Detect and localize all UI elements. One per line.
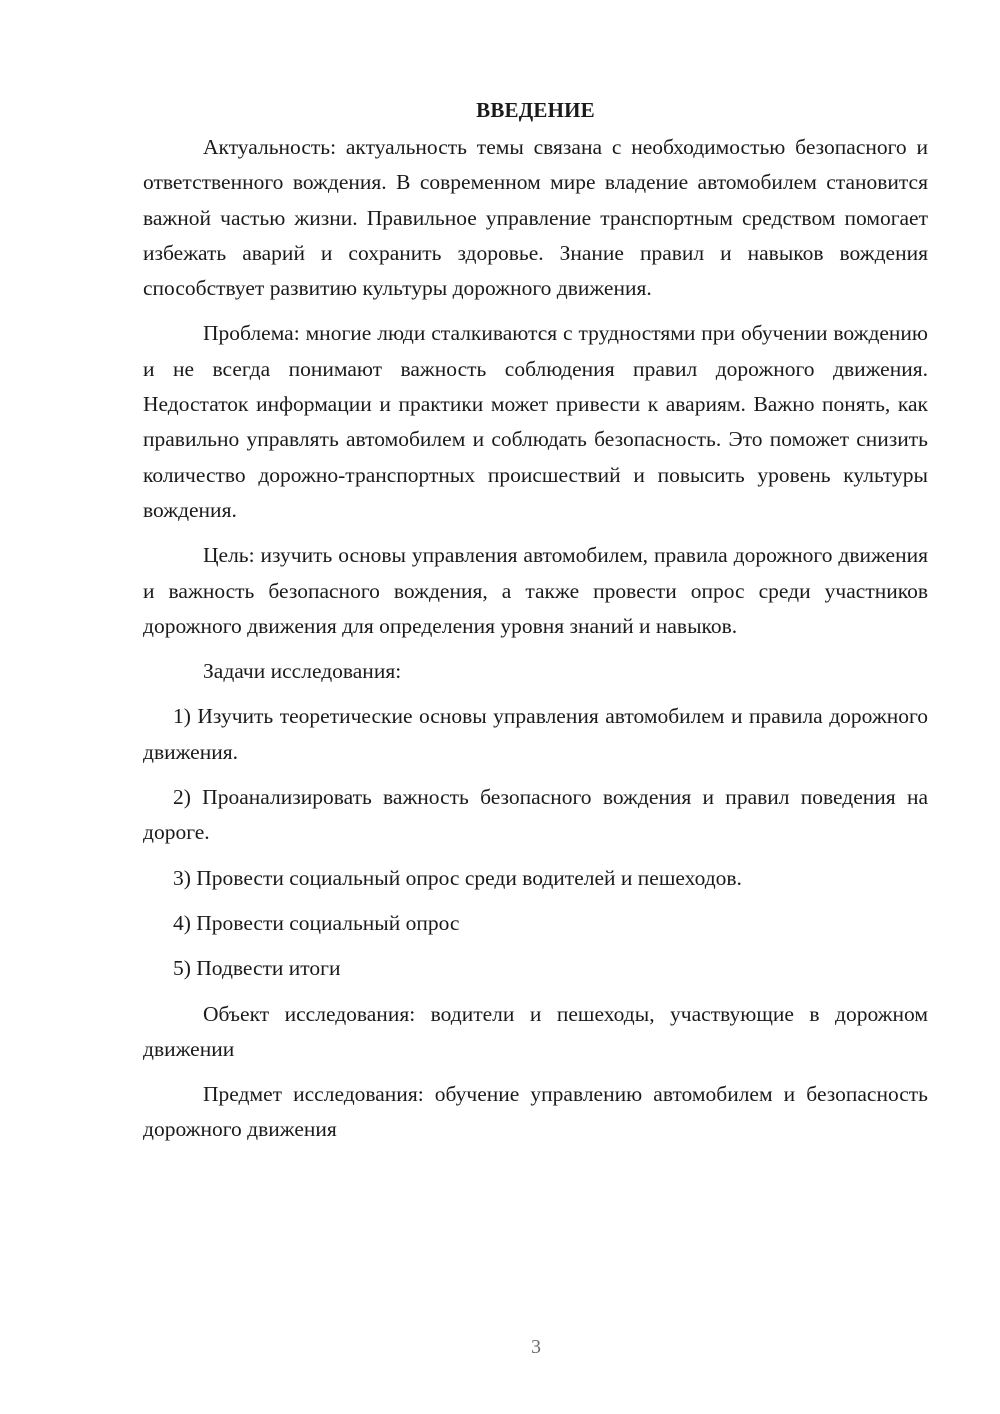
relevance-paragraph: Актуальность: актуальность темы связана с необходимостью безопасного и ответственного вождения. В современном мире владение автомобилем становится важной частью жизни. Правильное управление транспортным средством помогает избежать аварий и сохранить здоровье. Знание правил и навыков вождения способствует развитию культуры дорожного движения.	[143, 135, 928, 301]
task-item-2: 2) Проанализировать важность безопасного вождения и правил поведения на дороге.	[143, 785, 928, 845]
task-item-5: 5) Подвести итоги	[173, 956, 341, 981]
problem-paragraph: Проблема: многие люди сталкиваются с трудностями при обучении вождению и не всегда понимают важность соблюдения правил дорожного движения. Недостаток информации и практики может привести к авариям. Важно понять, как правильно управлять автомобилем и соблюдать безопасность. Это поможет снизить количество дорожно-транспортных происшествий и повысить уровень культуры вождения.	[143, 321, 928, 522]
research-object-paragraph: Объект исследования: водители и пешеходы, участвующие в дорожном движении	[143, 1001, 928, 1061]
task-item-3: 3) Провести социальный опрос среди водителей и пешеходов.	[173, 865, 742, 890]
document-page	[143, 92, 928, 1158]
tasks-heading: Задачи исследования:	[203, 659, 402, 684]
research-subject-paragraph: Предмет исследования: обучение управлению автомобилем и безопасность дорожного движения	[143, 1082, 928, 1142]
goal-paragraph: Цель: изучить основы управления автомобилем, правила дорожного движения и важность безопасного вождения, а также провести опрос среди участников дорожного движения для определения уровня знаний и навыков.	[143, 543, 928, 638]
task-item-1: 1) Изучить теоретические основы управления автомобилем и правила дорожного движения.	[143, 704, 928, 764]
page-number: 3	[531, 1336, 541, 1358]
section-title: ВВЕДЕНИЕ	[476, 98, 595, 122]
task-item-4: 4) Провести социальный опрос	[173, 910, 460, 935]
